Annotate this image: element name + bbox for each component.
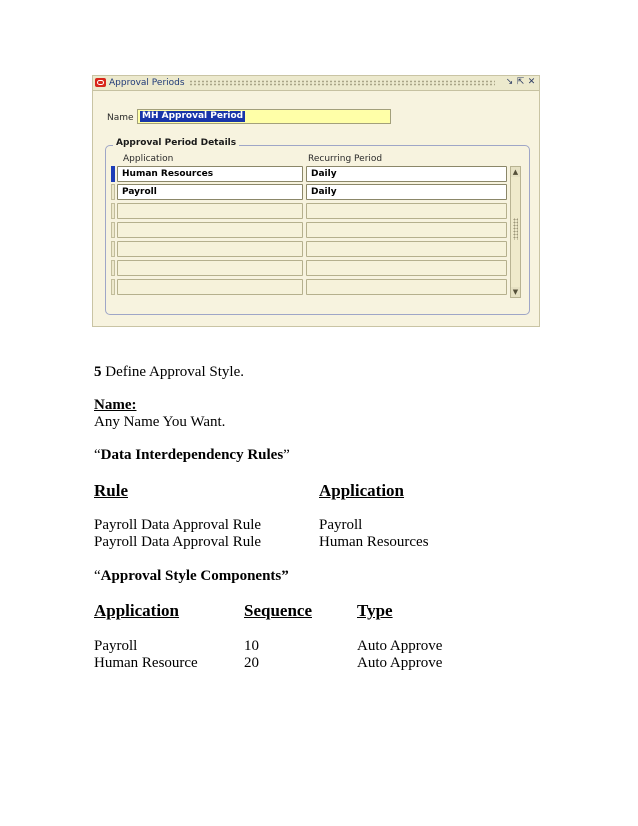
application-cell[interactable]	[117, 203, 303, 219]
group-title: Approval Period Details	[113, 138, 239, 148]
application-cell[interactable]	[117, 279, 303, 295]
scroll-down-icon[interactable]: ▼	[512, 288, 519, 296]
column-header-application: Application	[123, 154, 174, 164]
record-indicator	[111, 241, 115, 257]
rules-heading-close-quote: ”	[283, 447, 290, 463]
recurring-period-cell[interactable]	[306, 184, 507, 200]
step-heading	[94, 364, 244, 381]
recurring-period-cell[interactable]	[306, 260, 507, 276]
record-indicator	[111, 203, 115, 219]
table-row-empty[interactable]	[115, 203, 507, 219]
rules-heading-open-quote: “	[94, 447, 101, 463]
scroll-grip[interactable]	[513, 218, 518, 240]
rules-heading	[94, 447, 290, 464]
rules-row-1-application: Payroll	[319, 517, 363, 533]
components-header-sequence: Sequence	[244, 601, 312, 620]
titlebar-grip	[189, 80, 495, 86]
application-value: Payroll	[122, 187, 157, 197]
record-indicator	[111, 222, 115, 238]
rules-row-1-rule: Payroll Data Approval Rule	[94, 517, 262, 533]
table-row[interactable]	[115, 166, 507, 182]
window-titlebar[interactable]	[93, 76, 539, 91]
recurring-period-cell[interactable]	[306, 241, 507, 257]
components-row-1-application: Payroll	[94, 638, 138, 654]
approval-periods-window	[92, 75, 540, 327]
step-text: Define Approval Style.	[101, 364, 244, 380]
table-row-empty[interactable]	[115, 260, 507, 276]
components-row-2-application: Human Resource	[94, 655, 198, 671]
maximize-icon[interactable]: ⇱	[516, 77, 525, 87]
components-heading	[94, 568, 289, 585]
name-section-label: Name:	[94, 397, 137, 413]
application-cell[interactable]	[117, 260, 303, 276]
step-number: 5	[94, 364, 102, 380]
application-cell[interactable]	[117, 184, 303, 200]
recurring-period-value: Daily	[311, 169, 337, 179]
name-input-value: MH Approval Period	[142, 111, 244, 121]
name-label: Name	[107, 113, 134, 123]
recurring-period-value: Daily	[311, 187, 337, 197]
components-row-1-type: Auto Approve	[357, 638, 443, 654]
window-title: Approval Periods	[109, 78, 185, 88]
current-record-indicator	[111, 166, 115, 182]
table-row-empty[interactable]	[115, 222, 507, 238]
name-section-value: Any Name You Want.	[94, 414, 226, 430]
table-row-empty[interactable]	[115, 241, 507, 257]
name-input[interactable]	[137, 109, 391, 124]
rules-row-2-rule: Payroll Data Approval Rule	[94, 534, 262, 550]
record-indicator	[111, 260, 115, 276]
components-heading-open-quote: “	[94, 568, 101, 584]
components-row-2-sequence: 20	[244, 655, 259, 671]
column-header-recurring-period: Recurring Period	[308, 154, 383, 164]
close-icon[interactable]: ✕	[527, 77, 536, 87]
application-value: Human Resources	[122, 169, 214, 179]
components-heading-text: Approval Style Components”	[100, 568, 289, 584]
vertical-scrollbar[interactable]	[510, 166, 521, 298]
scroll-up-icon[interactable]: ▲	[512, 168, 519, 176]
components-header-type: Type	[357, 601, 393, 620]
recurring-period-cell[interactable]	[306, 279, 507, 295]
rules-heading-text: Data Interdependency Rules	[100, 447, 284, 463]
record-indicator	[111, 184, 115, 200]
rules-row-2-application: Human Resources	[319, 534, 429, 550]
oracle-logo-icon	[95, 78, 106, 87]
components-row-1-sequence: 10	[244, 638, 259, 654]
rules-header-rule: Rule	[94, 481, 128, 500]
record-indicator	[111, 279, 115, 295]
minimize-icon[interactable]: ↘	[505, 77, 514, 87]
application-cell[interactable]	[117, 241, 303, 257]
rules-header-application: Application	[319, 481, 405, 500]
recurring-period-cell[interactable]	[306, 166, 507, 182]
recurring-period-cell[interactable]	[306, 203, 507, 219]
recurring-period-cell[interactable]	[306, 222, 507, 238]
components-row-2-type: Auto Approve	[357, 655, 443, 671]
components-header-application: Application	[94, 601, 180, 620]
table-row-empty[interactable]	[115, 279, 507, 295]
table-row[interactable]	[115, 184, 507, 200]
application-cell[interactable]	[117, 222, 303, 238]
application-cell[interactable]	[117, 166, 303, 182]
